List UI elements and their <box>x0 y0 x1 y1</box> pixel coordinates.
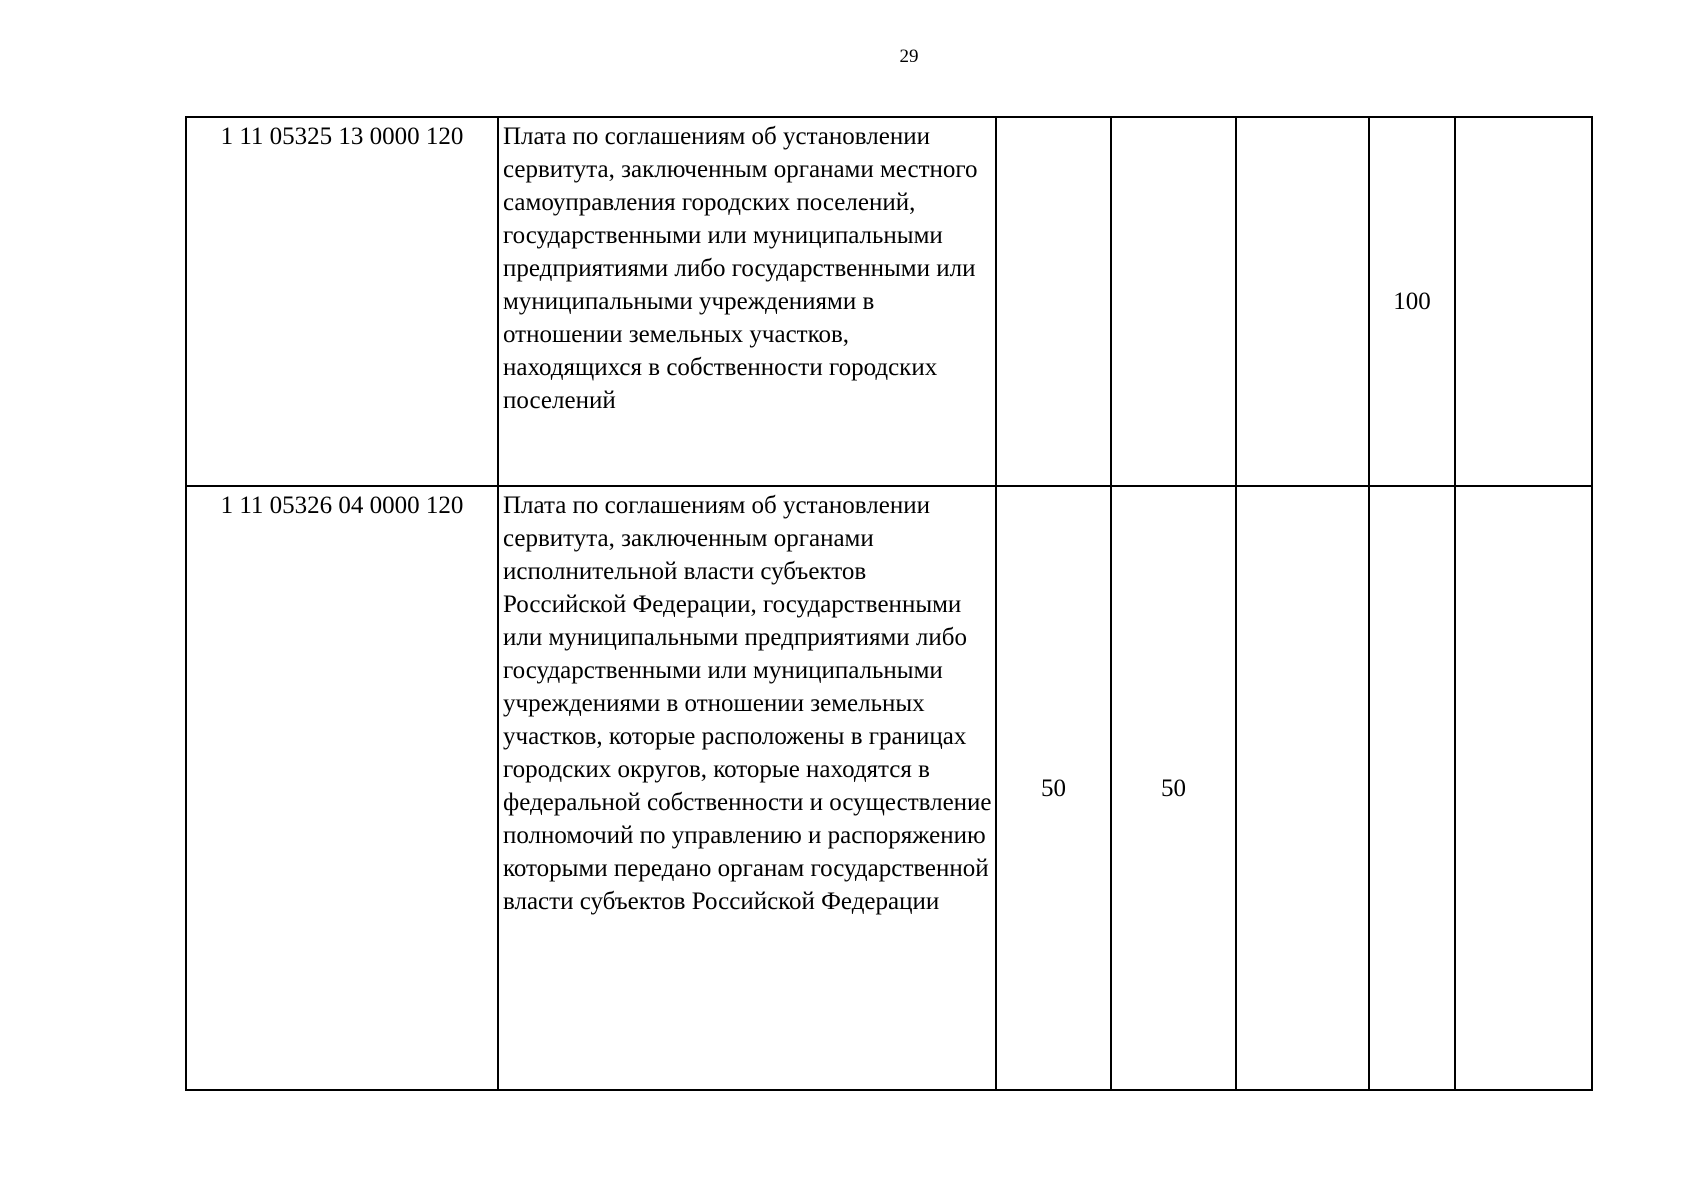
budget-code-cell: 1 11 05326 04 0000 120 <box>186 486 498 1090</box>
description-cell: Плата по соглашениям об установлении сервитута, заключенным органами исполнительной власти субъектов Российской Федерации, государственными или муниципальными предприятиями либо государственными или муниципальными учреждениями в отношении земельных участков, которые расположены в границах городских округов, которые находятся в федеральной собственности и осуществление полномочий по управлению и распоряжению которыми передано органам государственной власти субъектов Российской Федерации <box>498 486 996 1090</box>
description-cell: Плата по соглашениям об установлении сервитута, заключенным органами местного самоуправления городских поселений, государственными или муниципальными предприятиями либо государственными или муниципальными учреждениями в отношении земельных участков, находящихся в собственности городских поселений <box>498 117 996 486</box>
value-cell-4: 100 <box>1369 117 1455 486</box>
value-cell-2 <box>1111 117 1236 486</box>
table-row <box>186 117 1592 486</box>
value-cell-3 <box>1236 486 1369 1090</box>
value-cell-3 <box>1236 117 1369 486</box>
budget-code-cell: 1 11 05325 13 0000 120 <box>186 117 498 486</box>
value-cell-1: 50 <box>996 486 1111 1090</box>
table-row <box>186 486 1592 1090</box>
value-cell-5 <box>1455 117 1592 486</box>
value-cell-2: 50 <box>1111 486 1236 1090</box>
value-cell-4 <box>1369 486 1455 1090</box>
revenue-table <box>185 116 1593 1091</box>
value-cell-1 <box>996 117 1111 486</box>
value-cell-5 <box>1455 486 1592 1090</box>
page-number: 29 <box>899 46 919 67</box>
